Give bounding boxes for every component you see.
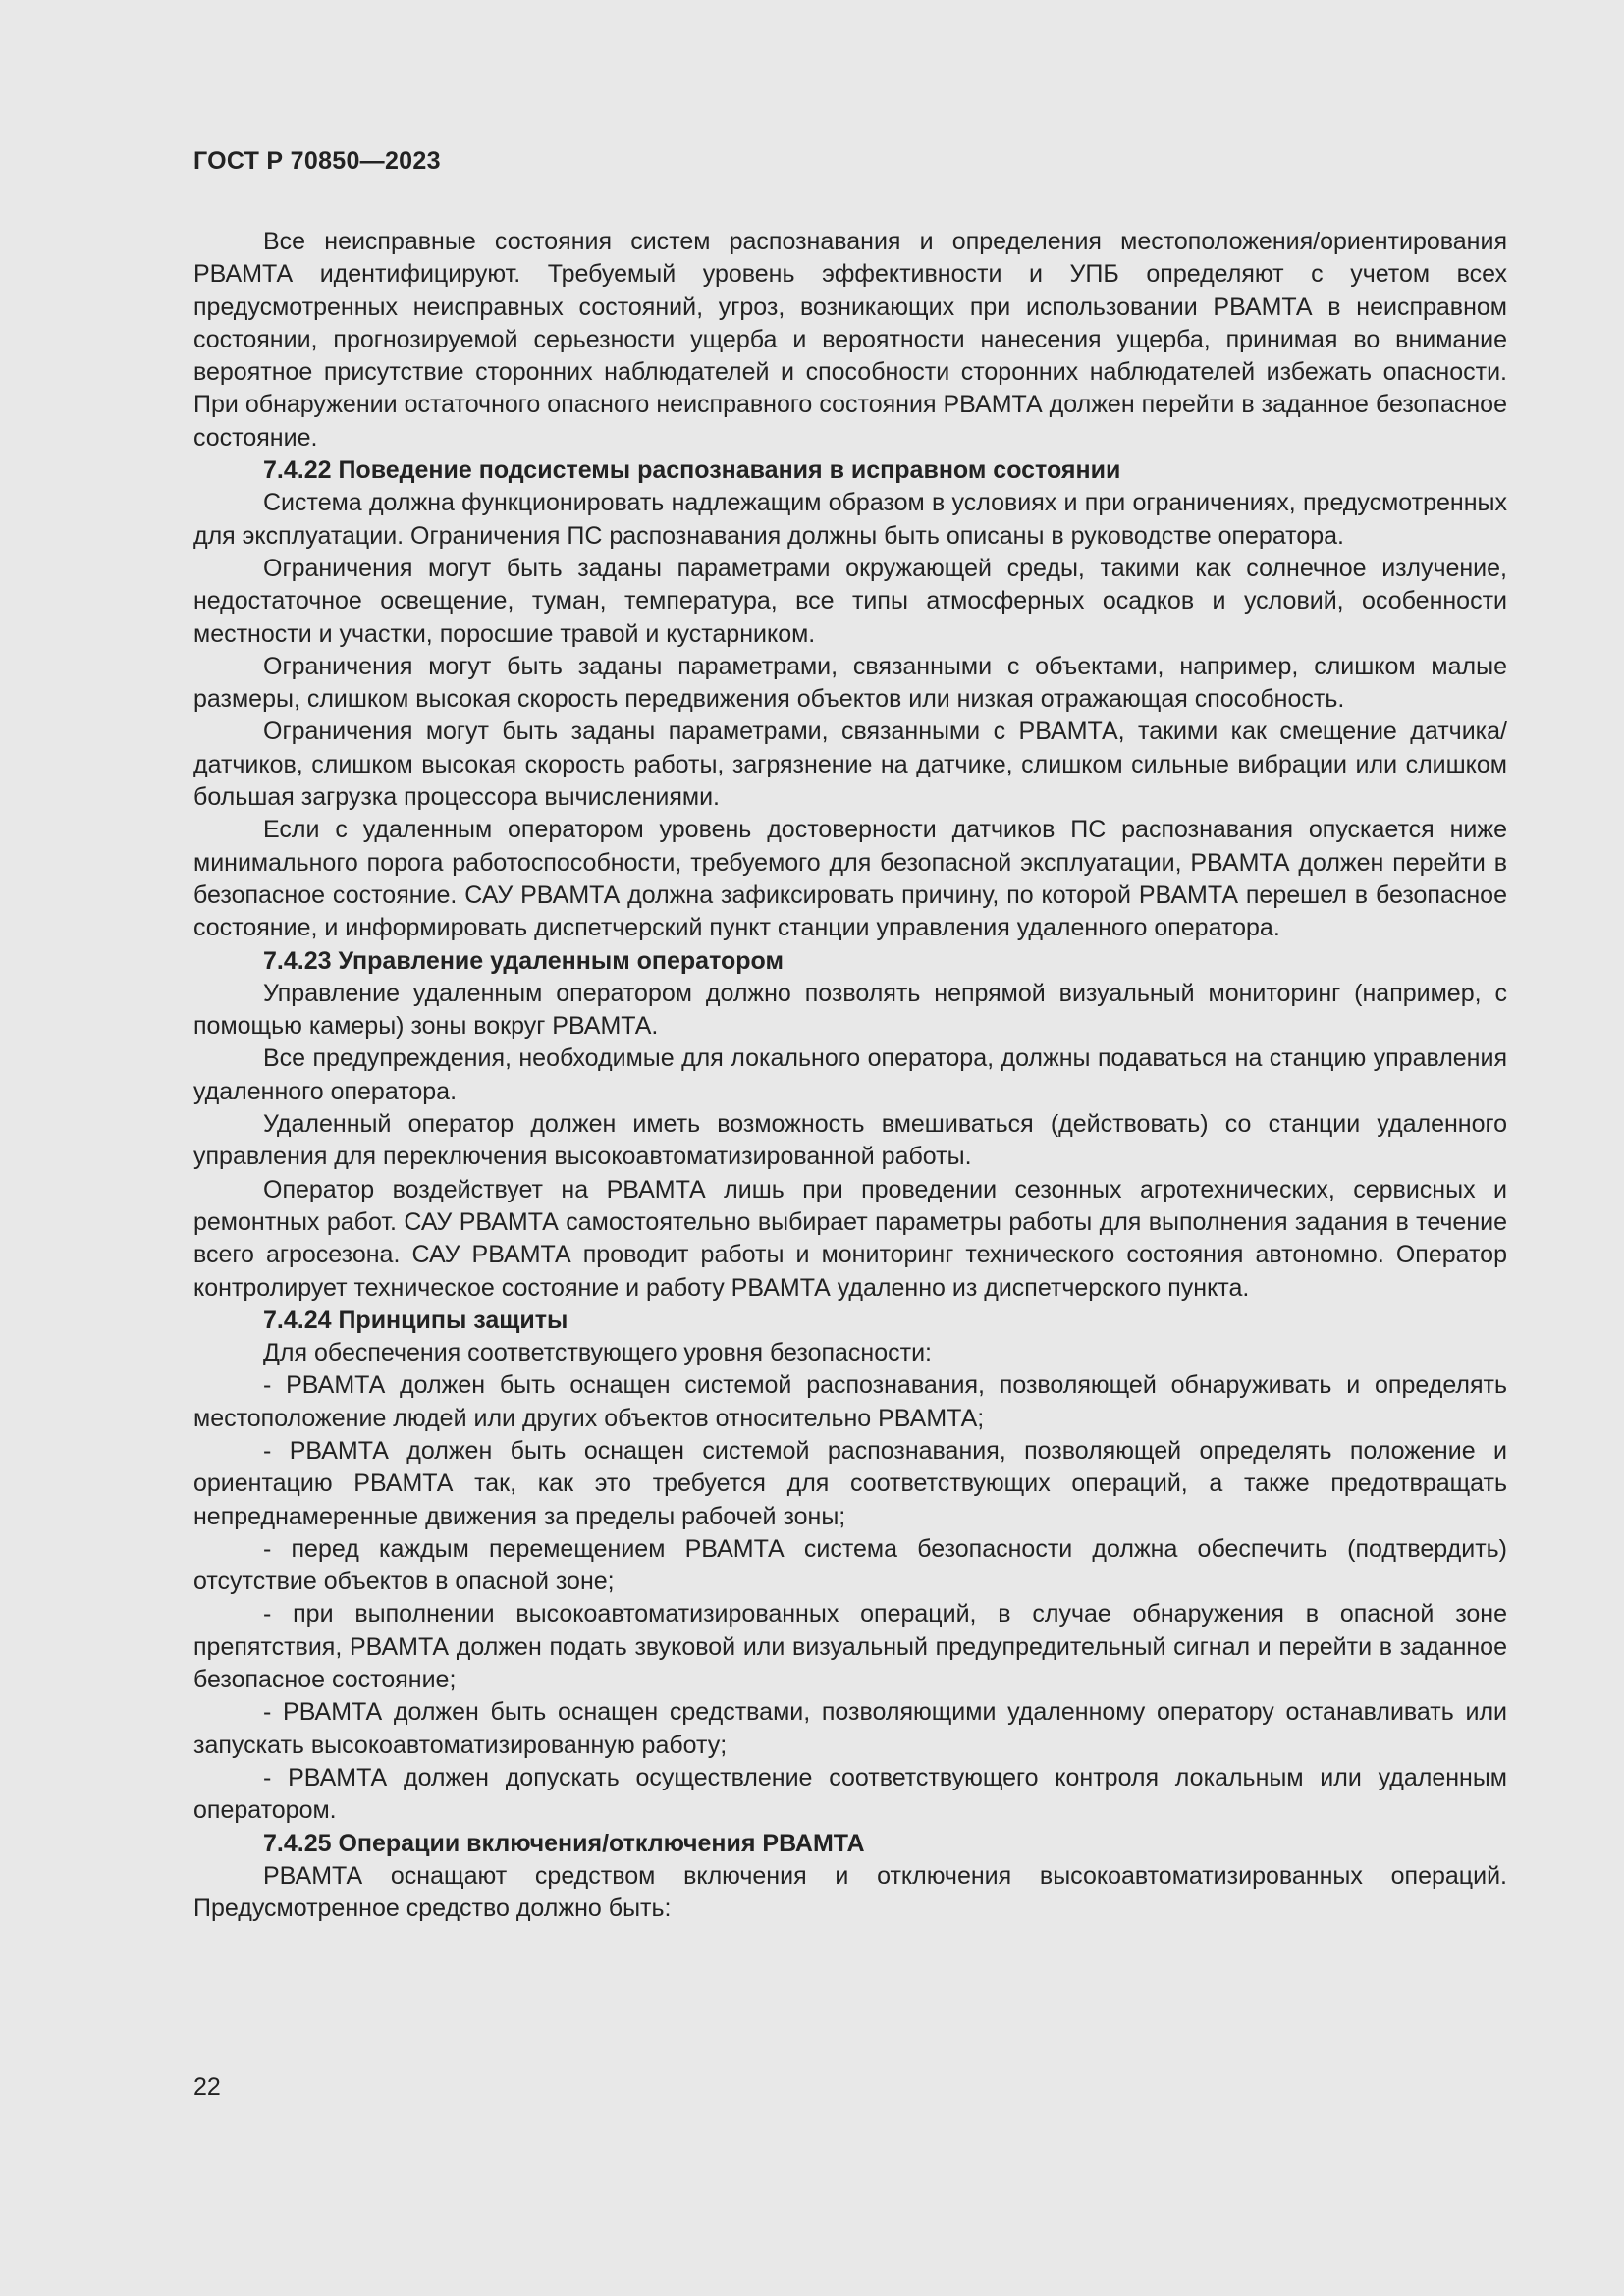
- paragraph: Все предупреждения, необходимые для локального оператора, должны подаваться на станцию управления удаленного оператора.: [193, 1044, 1507, 1105]
- section-heading: 7.4.22 Поведение подсистемы распознавания в исправном состоянии: [263, 456, 1121, 485]
- page-number: 22: [193, 2073, 221, 2101]
- section-heading: 7.4.24 Принципы защиты: [263, 1306, 568, 1334]
- paragraph: Ограничения могут быть заданы параметрами, связанными с объектами, например, слишком малые размеры, слишком высокая скорость передвижения объектов или низкая отражающая способность.: [193, 652, 1507, 714]
- paragraph: Система должна функционировать надлежащим образом в условиях и при ограничениях, предусмотренных для эксплуатации. Ограничения ПС распознавания должны быть описаны в руководстве оператора.: [193, 489, 1507, 550]
- section-heading: 7.4.23 Управление удаленным оператором: [263, 946, 784, 975]
- list-item: - РВАМТА должен быть оснащен средствами, позволяющими удаленному оператору останавливать или запускать высокоавтоматизированную работу;: [193, 1698, 1507, 1759]
- list-item: - РВАМТА должен быть оснащен системой распознавания, позволяющей обнаруживать и определять местоположение людей или других объектов относительно РВАМТА;: [193, 1371, 1507, 1432]
- paragraph: Оператор воздействует на РВАМТА лишь при проведении сезонных агротехнических, сервисных и ремонтных работ. САУ РВАМТА самостоятельно выбирает параметры работы для выполнения задания в течение всего агросезона. САУ РВАМТА проводит работы и мониторинг технического состояния автономно. Оператор контролирует техническое состояние и работу РВАМТА удаленно из диспетчерского пункта.: [193, 1175, 1507, 1302]
- paragraph: Если с удаленным оператором уровень достоверности датчиков ПС распознавания опускается ниже минимального порога работоспособности, требуемого для безопасной эксплуатации, РВАМТА должен перейти в безопасное состояние. САУ РВАМТА должна зафиксировать причину, по которой РВАМТА перешел в безопасное состояние, и информировать диспетчерский пункт станции управления удаленного оператора.: [193, 816, 1507, 942]
- paragraph: Все неисправные состояния систем распознавания и определения местоположения/ориентирования РВАМТА идентифицируют. Требуемый уровень эффективности и УПБ определяют с учетом всех предусмотренных неисправных состояний, угроз, возникающих при использовании РВАМТА в неисправном состоянии, прогнозируемой серьезности ущерба и вероятности нанесения ущерба, принимая во внимание вероятное присутствие сторонних наблюдателей и способности сторонних наблюдателей избежать опасности. При обнаружении остаточного опасного неисправного состояния РВАМТА должен перейти в заданное безопасное состояние.: [193, 228, 1507, 452]
- section-heading: 7.4.25 Операции включения/отключения РВАМТА: [263, 1829, 865, 1857]
- list-item: - перед каждым перемещением РВАМТА система безопасности должна обеспечить (подтвердить) отсутствие объектов в опасной зоне;: [193, 1534, 1507, 1596]
- list-item: - РВАМТА должен допускать осуществление соответствующего контроля локальным или удаленным оператором.: [193, 1763, 1507, 1825]
- paragraph: Управление удаленным оператором должно позволять непрямой визуальный мониторинг (например, с помощью камеры) зоны вокруг РВАМТА.: [193, 979, 1507, 1041]
- list-item: - РВАМТА должен быть оснащен системой распознавания, позволяющей определять положение и ориентацию РВАМТА так, как это требуется для соответствующих операций, а также предотвращать непреднамеренные движения за пределы рабочей зоны;: [193, 1436, 1507, 1530]
- paragraph: РВАМТА оснащают средством включения и отключения высокоавтоматизированных операций. Предусмотренное средство должно быть:: [193, 1861, 1507, 1923]
- list-item: - при выполнении высокоавтоматизированных операций, в случае обнаружения в опасной зоне препятствия, РВАМТА должен подать звуковой или визуальный предупредительный сигнал и перейти в заданное безопасное состояние;: [193, 1600, 1507, 1694]
- paragraph: Удаленный оператор должен иметь возможность вмешиваться (действовать) со станции удаленного управления для переключения высокоавтоматизированной работы.: [193, 1110, 1507, 1171]
- document-body: [193, 226, 1507, 1925]
- document-header: ГОСТ Р 70850—2023: [193, 147, 441, 175]
- paragraph: Ограничения могут быть заданы параметрами, связанными с РВАМТА, такими как смещение датчика/датчиков, слишком высокая скорость работы, загрязнение на датчике, слишком сильные вибрации или слишком большая загрузка процессора вычислениями.: [193, 718, 1507, 812]
- paragraph: Для обеспечения соответствующего уровня безопасности:: [263, 1339, 933, 1367]
- paragraph: Ограничения могут быть заданы параметрами окружающей среды, такими как солнечное излучение, недостаточное освещение, туман, температура, все типы атмосферных осадков и условий, особенности местности и участки, поросшие травой и кустарником.: [193, 554, 1507, 648]
